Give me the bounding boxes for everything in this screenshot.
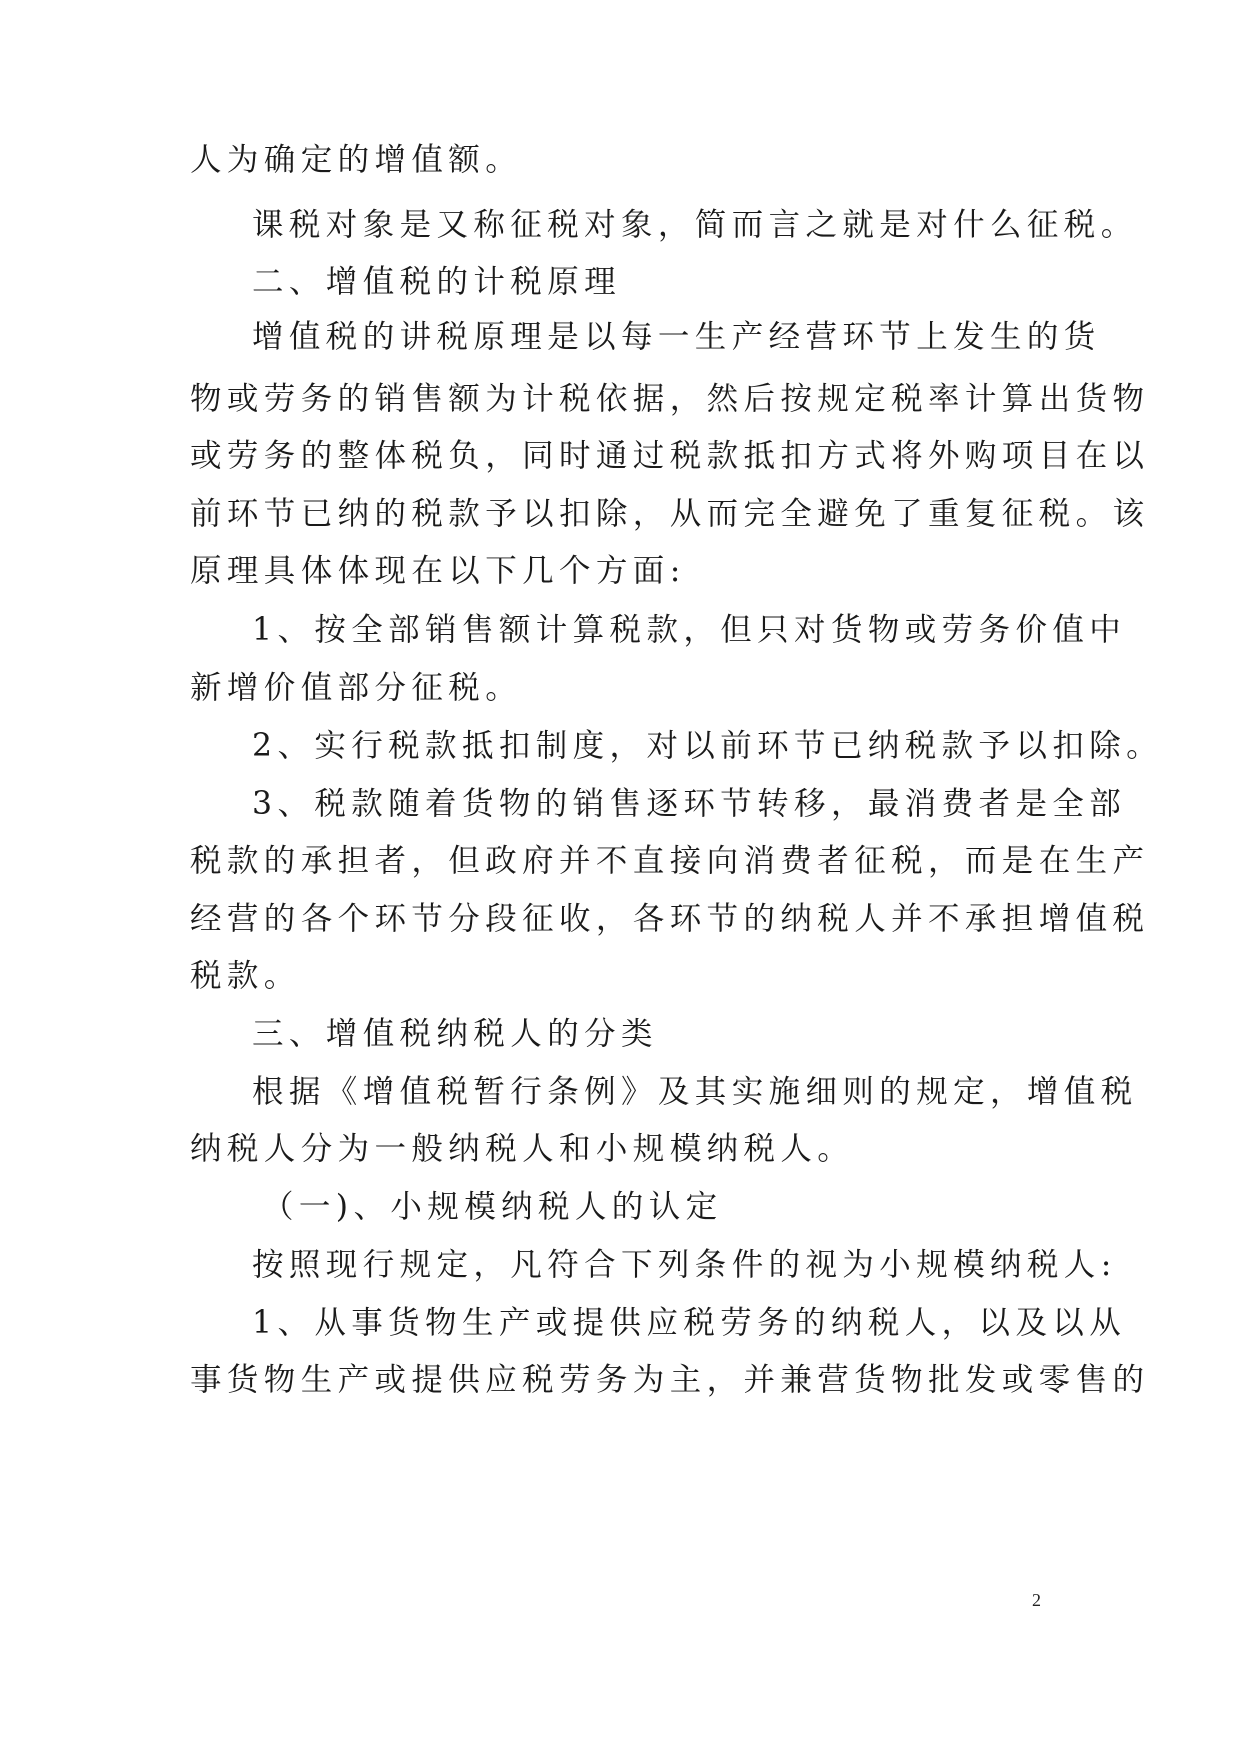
text-line: 经营的各个环节分段征收，各环节的纳税人并不承担增值税 [190,901,1150,937]
text-line: 纳税人分为一般纳税人和小规模纳税人。 [190,1131,855,1167]
text-line: 根据《增值税暂行条例》及其实施细则的规定，增值税 [252,1074,1138,1110]
page-number: 2 [1032,1590,1041,1610]
subsection-heading: （一)、小规模纳税人的认定 [262,1189,723,1225]
text-line: 税款的承担者，但政府并不直接向消费者征税，而是在生产 [190,843,1150,879]
section-heading: 二、增值税的计税原理 [252,264,622,300]
text-line: 人为确定的增值额。 [190,142,523,178]
section-heading: 三、增值税纳税人的分类 [252,1016,658,1052]
text-line: 事货物生产或提供应税劳务为主，并兼营货物批发或零售的 [190,1362,1150,1398]
list-item: 1、按全部销售额计算税款，但只对货物或劳务价值中 [252,612,1127,648]
text-line: 增值税的讲税原理是以每一生产经营环节上发生的货 [252,319,1101,355]
list-item: 1、从事货物生产或提供应税劳务的纳税人，以及以从 [252,1305,1127,1341]
text-line: 税款。 [190,958,301,994]
list-item: 2、实行税款抵扣制度，对以前环节已纳税款予以扣除。 [252,728,1164,764]
text-line: 课税对象是又称征税对象，简而言之就是对什么征税。 [252,207,1138,243]
text-line: 物或劳务的销售额为计税依据，然后按规定税率计算出货物 [190,381,1150,417]
text-line: 原理具体体现在以下几个方面: [190,553,686,589]
text-line: 按照现行规定，凡符合下列条件的视为小规模纳税人: [252,1247,1117,1283]
text-line: 前环节已纳的税款予以扣除，从而完全避免了重复征税。该 [190,496,1150,532]
list-item: 3、税款随着货物的销售逐环节转移，最消费者是全部 [252,786,1127,822]
text-line: 或劳务的整体税负，同时通过税款抵扣方式将外购项目在以 [190,438,1150,474]
text-line: 新增价值部分征税。 [190,670,523,706]
